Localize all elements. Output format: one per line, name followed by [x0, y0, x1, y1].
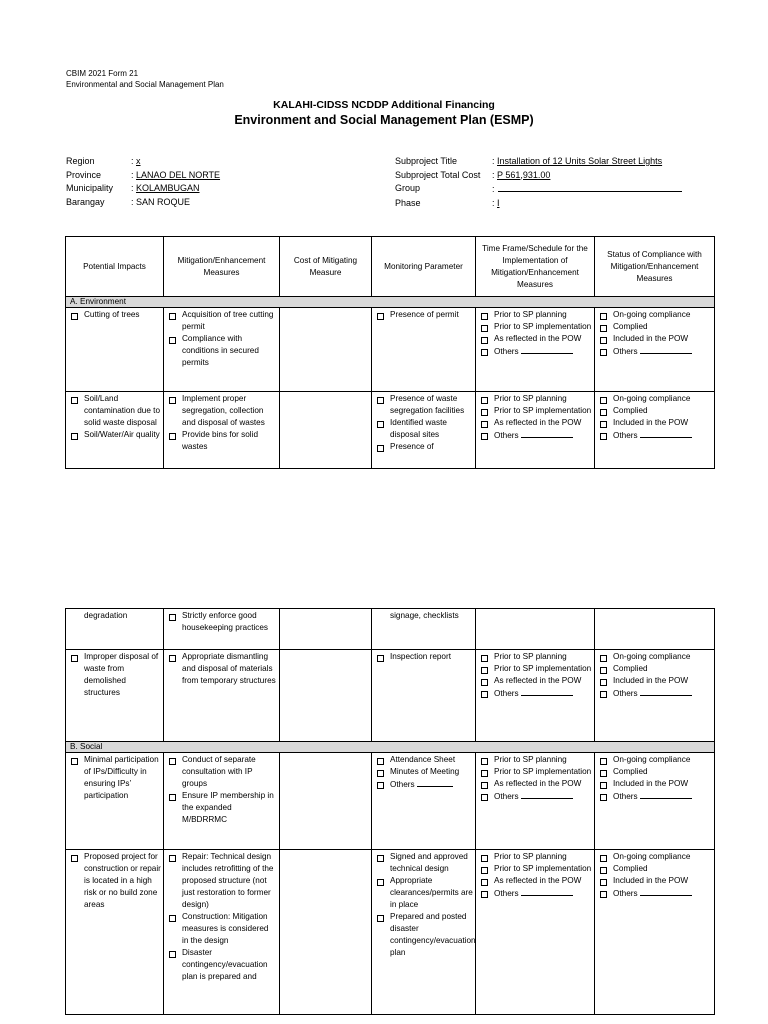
monitoring-list [372, 392, 475, 455]
timeframe-cell [476, 753, 595, 850]
list-item [598, 875, 712, 887]
status-list [595, 753, 714, 805]
list-item-text: Complied [613, 864, 648, 873]
blank-line [640, 429, 692, 438]
measures-list [164, 850, 279, 985]
monitoring-list [372, 308, 475, 323]
info-blank-line [498, 182, 682, 192]
list-item [375, 851, 473, 875]
blank-line [521, 687, 573, 696]
list-item-text: Attendance Sheet [390, 755, 456, 764]
status-cell [595, 609, 715, 650]
list-item-text: Included in the POW [613, 676, 689, 685]
col-status: Status of Compliance with Mitigation/Enhancement Measures [595, 237, 715, 297]
col-timeframe: Time Frame/Schedule for the Implementation of Mitigation/Enhancement Measures [476, 237, 595, 297]
info-label: Barangay [66, 196, 105, 207]
info-label: Province [66, 169, 102, 180]
list-item-text: Prepared and posted disaster contingency/evacuation plan [390, 912, 476, 957]
info-label: Group [395, 183, 421, 193]
list-item [375, 778, 473, 791]
location-info [66, 155, 220, 209]
list-item-text: Provide bins for solid wastes [182, 430, 258, 451]
list-item [69, 754, 161, 802]
list-item [375, 441, 473, 453]
table-row [66, 650, 715, 742]
list-item-text: Strictly enforce good housekeeping practices [182, 611, 269, 632]
list-item [479, 309, 592, 321]
list-item-text: Complied [613, 767, 648, 776]
list-item [479, 778, 592, 790]
monitoring-list [372, 753, 475, 793]
monitoring-cell [372, 609, 476, 650]
list-item-text: Appropriate dismantling and disposal of materials from temporary structures [182, 652, 276, 685]
list-item-text: On-going compliance [613, 310, 691, 319]
list-item [167, 309, 277, 333]
list-item [167, 851, 277, 911]
info-row [395, 155, 682, 169]
list-item [479, 675, 592, 687]
status-cell [595, 308, 715, 392]
list-item [598, 663, 712, 675]
form-number: CBIM 2021 Form 21 [66, 69, 139, 78]
list-item-text: As reflected in the POW [494, 779, 582, 788]
section-label: B. Social [66, 742, 715, 753]
list-item [598, 766, 712, 778]
list-item-text: On-going compliance [613, 652, 691, 661]
measures-list [164, 392, 279, 455]
list-item-text: Implement proper segregation, collection and disposal of wastes [182, 394, 265, 427]
list-item [375, 875, 473, 911]
measures-cell [164, 308, 280, 392]
list-item [167, 651, 277, 687]
list-item [598, 778, 712, 790]
list-item-text: As reflected in the POW [494, 418, 582, 427]
info-value-text: LANAO DEL NORTE [136, 169, 221, 180]
timeframe-cell [476, 308, 595, 392]
list-item-text: Repair: Technical design includes retrofitting of the proposed structure (not just restoration to former design) [182, 852, 274, 909]
list-item-text: Others [613, 347, 638, 356]
info-value-text: SAN ROQUE [136, 196, 191, 207]
program-title: KALAHI-CIDSS NCDDP Additional Financing [273, 99, 495, 111]
list-item [167, 947, 277, 983]
cost-cell [280, 650, 372, 742]
list-item [479, 405, 592, 417]
measures-cell [164, 850, 280, 1015]
measures-cell [164, 753, 280, 850]
info-row [66, 169, 220, 183]
impact-cell [66, 650, 164, 742]
list-item [479, 790, 592, 803]
list-item-text: Others [494, 347, 519, 356]
timeframe-cell [476, 650, 595, 742]
impact-cell [66, 850, 164, 1015]
impact-cell [66, 609, 164, 650]
list-item [479, 863, 592, 875]
list-item [167, 911, 277, 947]
cost-cell [280, 850, 372, 1015]
list-item [69, 851, 161, 911]
status-list [595, 308, 714, 360]
list-item [167, 429, 277, 453]
list-item [167, 393, 277, 429]
list-item-text: Included in the POW [613, 334, 689, 343]
list-item [598, 417, 712, 429]
info-value: : I [492, 197, 500, 208]
measures-cell [164, 392, 280, 469]
table-row [66, 392, 715, 469]
timeframe-cell [476, 392, 595, 469]
list-item-text: Others [613, 792, 638, 801]
status-list [595, 392, 714, 444]
list-item-text: Prior to SP implementation [494, 864, 592, 873]
list-item [167, 610, 277, 634]
list-item-text: Conduct of separate consultation with IP groups [182, 755, 256, 788]
list-item-text: Inspection report [390, 652, 451, 661]
list-item-text: Prior to SP implementation [494, 322, 592, 331]
list-item [598, 790, 712, 803]
list-item-text: Prior to SP planning [494, 755, 567, 764]
list-item-text: Included in the POW [613, 418, 689, 427]
page-break [0, 470, 768, 608]
section-row [66, 742, 715, 753]
info-value: : x [131, 156, 141, 166]
list-item [69, 393, 161, 429]
list-item-text: Minimal participation of IPs/Difficulty in ensuring IPs’ participation [84, 755, 159, 800]
cost-cell [280, 753, 372, 850]
list-item [375, 309, 473, 321]
info-row [395, 197, 682, 211]
list-item-text: Cutting of trees [84, 310, 140, 319]
list-item [598, 687, 712, 700]
table-row [66, 753, 715, 850]
info-label: Subproject Total Cost [395, 169, 481, 180]
list-item [167, 333, 277, 369]
blank-line [417, 778, 453, 787]
blank-line [521, 429, 573, 438]
list-item-text: Signed and approved technical design [390, 852, 468, 873]
list-item-text: Prior to SP planning [494, 852, 567, 861]
list-item [479, 754, 592, 766]
table-row [66, 308, 715, 392]
list-item-text: Presence of permit [390, 310, 459, 319]
cost-cell [280, 308, 372, 392]
list-item [69, 309, 161, 321]
list-item [479, 663, 592, 675]
monitoring-list [372, 650, 475, 665]
list-item [479, 875, 592, 887]
info-value-text: Installation of 12 Units Solar Street Lights [497, 156, 663, 166]
list-item [479, 887, 592, 900]
form-code [66, 68, 224, 90]
monitoring-cell [372, 392, 476, 469]
blank-line [521, 887, 573, 896]
list-item-text: Others [494, 889, 519, 898]
status-list [595, 850, 714, 902]
list-item-text: Minutes of Meeting [390, 767, 460, 776]
info-row [395, 169, 682, 183]
list-item [69, 651, 161, 699]
list-item-text: Complied [613, 322, 648, 331]
list-item [479, 321, 592, 333]
section-row [66, 297, 715, 308]
list-item-text: Presence of waste segregation facilities [390, 394, 465, 415]
list-item-text: Presence of [390, 442, 434, 451]
list-item [375, 911, 476, 959]
measures-list [164, 650, 279, 689]
measures-list [164, 609, 279, 636]
status-list [595, 650, 714, 702]
list-item-text: Construction: Mitigation measures is considered in the design [182, 912, 269, 945]
subproject-info [395, 155, 682, 210]
list-item-text: Complied [613, 664, 648, 673]
list-item [479, 393, 592, 405]
blank-line [640, 345, 692, 354]
col-cost: Cost of Mitigating Measure [280, 237, 372, 297]
impact-cell [66, 753, 164, 850]
info-value-text: P 561,931.00 [497, 169, 551, 180]
list-item-text: Complied [613, 406, 648, 415]
blank-line [640, 790, 692, 799]
status-cell [595, 650, 715, 742]
monitoring-cell [372, 650, 476, 742]
timeframe-list [476, 308, 594, 360]
cost-cell [280, 609, 372, 650]
status-cell [595, 753, 715, 850]
info-value-text: I [497, 197, 500, 208]
list-item [479, 345, 592, 358]
list-item [167, 790, 277, 826]
document-title [0, 98, 768, 129]
impact-text: degradation [84, 611, 128, 620]
list-item [598, 651, 712, 663]
impacts-list [66, 392, 163, 443]
info-value-text: KOLAMBUGAN [136, 183, 200, 193]
timeframe-list [476, 850, 594, 902]
list-item [598, 675, 712, 687]
list-item-text: Others [494, 431, 519, 440]
list-item [598, 863, 712, 875]
blank-line [521, 790, 573, 799]
monitoring-cell [372, 753, 476, 850]
info-value-text: x [136, 156, 141, 166]
list-item-text: Prior to SP planning [494, 310, 567, 319]
list-item-text: Prior to SP planning [494, 394, 567, 403]
list-item [69, 429, 161, 441]
timeframe-cell [476, 850, 595, 1015]
list-item [479, 851, 592, 863]
info-label: Region [66, 156, 95, 166]
list-item [375, 766, 473, 778]
blank-line [521, 345, 573, 354]
esmp-table [65, 236, 715, 469]
monitoring-list [372, 850, 475, 961]
timeframe-list [476, 650, 594, 702]
list-item [479, 687, 592, 700]
list-item-text: As reflected in the POW [494, 334, 582, 343]
list-item-text: Prior to SP implementation [494, 767, 592, 776]
list-item [598, 887, 712, 900]
info-value: : P 561,931.00 [492, 169, 551, 180]
list-item-text: Proposed project for construction or repair is located in a high risk or no build zone areas [84, 852, 161, 909]
list-item-text: As reflected in the POW [494, 676, 582, 685]
list-item-text: Prior to SP implementation [494, 664, 592, 673]
list-item [375, 393, 473, 417]
measures-cell [164, 609, 280, 650]
monitoring-text: signage, checklists [390, 611, 459, 620]
list-item-text: Ensure IP membership in the expanded M/BDRRMC [182, 791, 274, 824]
list-item [479, 429, 592, 442]
table-row [66, 850, 715, 1015]
info-row [66, 155, 220, 169]
list-item-text: On-going compliance [613, 755, 691, 764]
status-cell [595, 850, 715, 1015]
list-item-text: Compliance with conditions in secured permits [182, 334, 259, 367]
form-subtitle: Environmental and Social Management Plan [66, 80, 224, 89]
impact-cell [66, 308, 164, 392]
list-item [598, 405, 712, 417]
impacts-list [66, 753, 163, 804]
section-label: A. Environment [66, 297, 715, 308]
list-item [598, 851, 712, 863]
info-value: : KOLAMBUGAN [131, 183, 200, 193]
timeframe-list [476, 753, 594, 805]
list-item-text: Others [613, 889, 638, 898]
info-value: : SAN ROQUE [131, 196, 191, 207]
info-row [395, 182, 682, 197]
list-item-text: Soil/Land contamination due to solid waste disposal [84, 394, 161, 427]
info-row [66, 196, 220, 210]
list-item-text: Acquisition of tree cutting permit [182, 310, 274, 331]
list-item [598, 393, 712, 405]
cost-cell [280, 392, 372, 469]
blank-line [640, 887, 692, 896]
impact-cell [66, 392, 164, 469]
monitoring-cell [372, 308, 476, 392]
list-item [598, 333, 712, 345]
impacts-list [66, 308, 163, 323]
info-label: Phase [395, 197, 421, 208]
table-header-row [66, 237, 715, 297]
list-item-text: Disaster contingency/evacuation plan is prepared and [182, 948, 268, 981]
list-item [479, 651, 592, 663]
info-label: Subproject Title [395, 156, 458, 166]
list-item-text: Others [494, 689, 519, 698]
info-value: : [492, 182, 682, 197]
blank-line [640, 687, 692, 696]
list-item-text: On-going compliance [613, 852, 691, 861]
list-item-text: Others [390, 780, 415, 789]
timeframe-list [476, 392, 594, 444]
list-item [167, 754, 277, 790]
info-row [66, 182, 220, 196]
list-item [375, 417, 473, 441]
list-item [479, 766, 592, 778]
info-label: Municipality [66, 183, 114, 193]
list-item [479, 333, 592, 345]
timeframe-cell [476, 609, 595, 650]
list-item-text: Included in the POW [613, 779, 689, 788]
list-item [375, 754, 473, 766]
table-row-continued [66, 609, 715, 650]
list-item [375, 651, 473, 663]
col-monitoring: Monitoring Parameter [372, 237, 476, 297]
list-item [598, 309, 712, 321]
impacts-list [66, 650, 163, 701]
list-item [598, 321, 712, 333]
list-item-text: Prior to SP implementation [494, 406, 592, 415]
list-item-text: Others [494, 792, 519, 801]
list-item-text: As reflected in the POW [494, 876, 582, 885]
list-item-text: Prior to SP planning [494, 652, 567, 661]
list-item-text: Included in the POW [613, 876, 689, 885]
measures-list [164, 753, 279, 828]
plan-title: Environment and Social Management Plan (ESMP) [234, 113, 534, 127]
col-potential-impacts: Potential Impacts [66, 237, 164, 297]
list-item [598, 345, 712, 358]
list-item-text: Identified waste disposal sites [390, 418, 447, 439]
info-value: : Installation of 12 Units Solar Street Lights [492, 156, 663, 166]
list-item-text: On-going compliance [613, 394, 691, 403]
impacts-list [66, 850, 163, 913]
list-item-text: Others [613, 689, 638, 698]
monitoring-cell [372, 850, 476, 1015]
list-item [598, 754, 712, 766]
measures-cell [164, 650, 280, 742]
list-item-text: Others [613, 431, 638, 440]
info-value: : LANAO DEL NORTE [131, 169, 221, 180]
esmp-table-continued [65, 608, 715, 1015]
col-mitigation-measures: Mitigation/Enhancement Measures [164, 237, 280, 297]
list-item-text: Appropriate clearances/permits are in place [390, 876, 473, 909]
status-cell [595, 392, 715, 469]
list-item-text: Soil/Water/Air quality [84, 430, 160, 439]
list-item [479, 417, 592, 429]
measures-list [164, 308, 279, 371]
list-item [598, 429, 712, 442]
list-item-text: Improper disposal of waste from demolished structures [84, 652, 159, 697]
